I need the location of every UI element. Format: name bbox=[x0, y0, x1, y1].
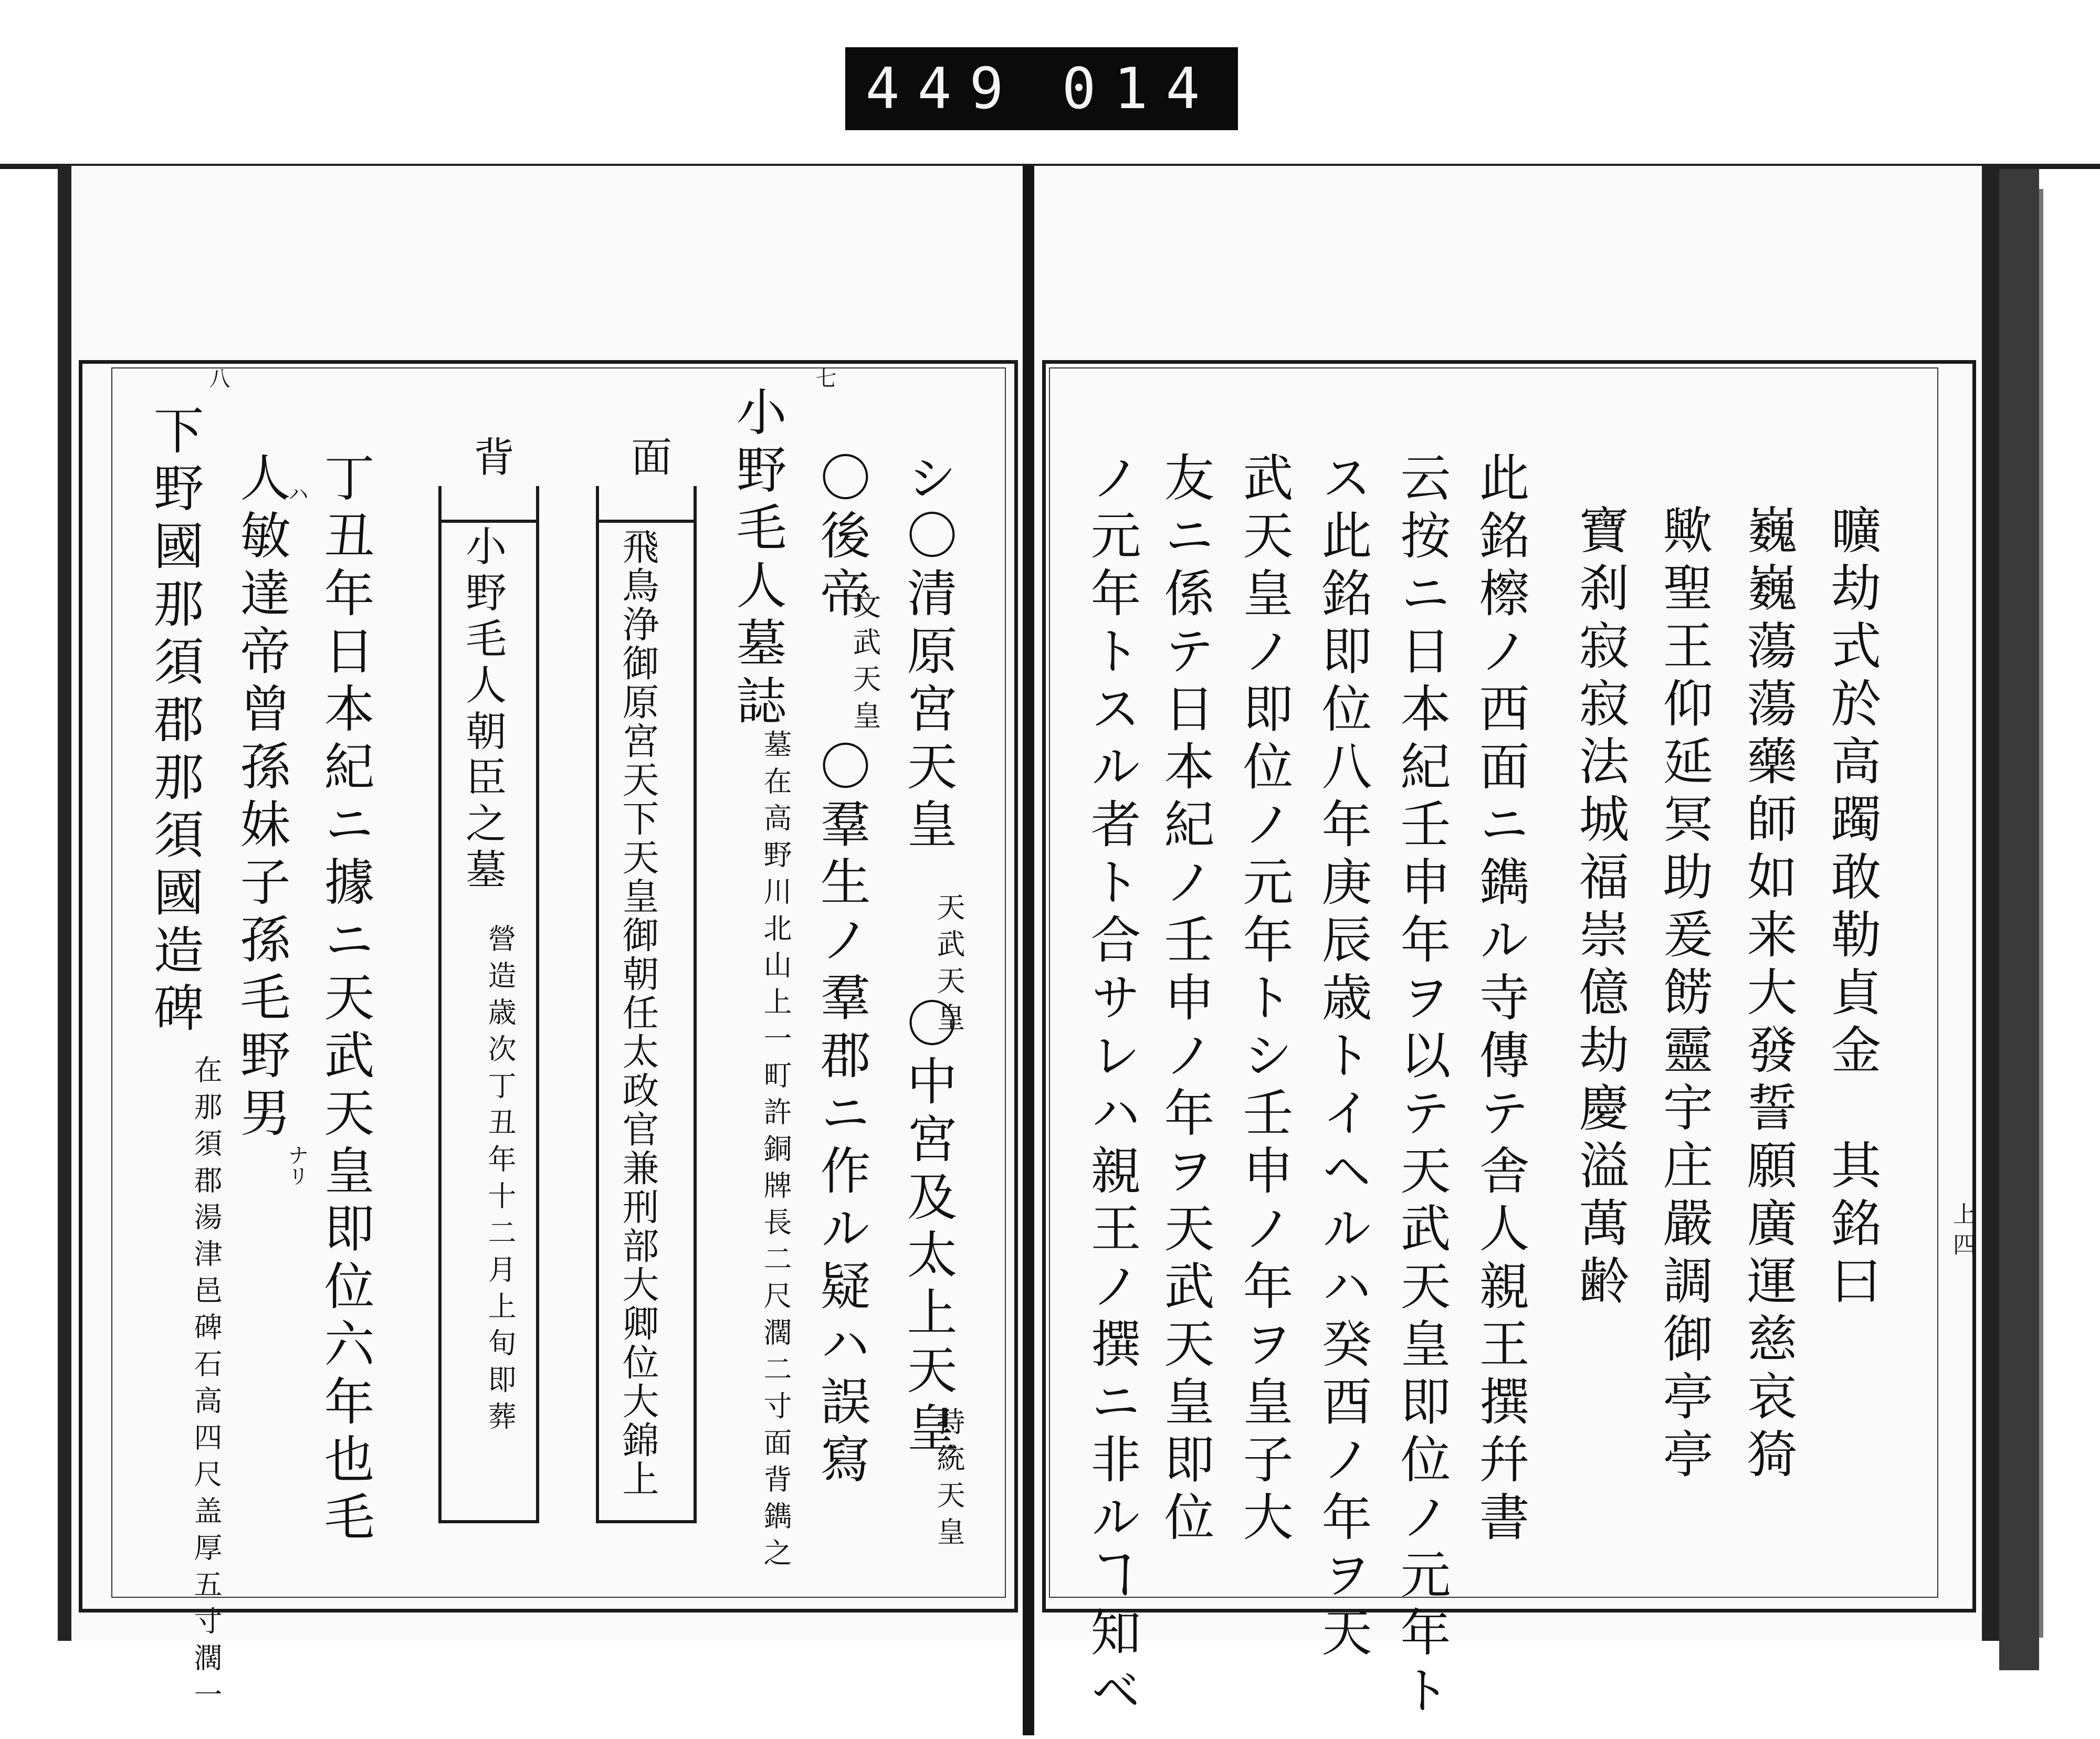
tablet-back-text: 小野毛人朝臣之墓 bbox=[459, 525, 506, 894]
commentary-right-col-6: 云按ニ日本紀壬申年ヲ以テ天武天皇即位ノ元年ト bbox=[1392, 451, 1451, 1722]
book-gutter bbox=[1023, 166, 1034, 1735]
commentary-right-col-5: 此銘檫ノ西面ニ鐫ル寺傳テ舎人親王撰幷書 bbox=[1471, 451, 1530, 1548]
commentary-col-7b: 〇中宮及太上天皇 bbox=[899, 997, 958, 1459]
commentary-col-7a: シ〇清原宮天皇 bbox=[899, 451, 958, 856]
page-folio-mark: 上 四 bbox=[1949, 1202, 1976, 1256]
nasu-furigana-2: ナリ bbox=[285, 1144, 309, 1186]
commentary-right-col-8: 武天皇ノ即位ノ元年トシ壬申ノ年ヲ皇子大 bbox=[1235, 451, 1294, 1548]
entry-number-seven: 七 bbox=[812, 367, 836, 388]
commentary-col-6-note: 文武天皇 bbox=[848, 591, 881, 737]
book-fore-edge bbox=[1999, 169, 2039, 1670]
commentary-col-7-note2: 持統天皇 bbox=[932, 1407, 965, 1554]
ono-emishi-epitaph-note: 墓在高野川北山上一町許銅牌長二尺濶二寸面背鐫之 bbox=[759, 730, 792, 1575]
nasu-stele-text-3: 丁丑年日本紀ニ據ニ天武天皇即位六年也毛 bbox=[316, 451, 375, 1548]
inscription-col-1: 曠劫式於高躅敢勒貞金 其銘曰 bbox=[1823, 504, 1882, 1312]
nasu-stele-note: 在那須郡湯津邑碑石高四尺盖厚五寸濶一 bbox=[190, 1055, 223, 1716]
nasu-furigana-1: ハ bbox=[285, 483, 309, 504]
commentary-right-col-10: ノ元年トスル者ト合サレハ親王ノ撰ニ非ルヿ知ベ bbox=[1083, 451, 1141, 1722]
commentary-right-col-7: ス此銘即位八年庚辰歳トイヘルハ癸酉ノ年ヲ天 bbox=[1314, 451, 1372, 1664]
inscription-col-4: 寶刹寂寂法城福崇億劫慶溢萬齢 bbox=[1571, 504, 1630, 1312]
tablet-face-text: 飛鳥浄御原宮天下天皇御朝任太政官兼刑部大卿位大錦上 bbox=[616, 528, 659, 1499]
inscription-col-3: 歟聖王仰延冥助爰餝靈宇庄嚴調御亭亭 bbox=[1655, 504, 1714, 1485]
film-roll-number: 449 bbox=[865, 56, 1022, 122]
ono-emishi-epitaph-heading: 小野毛人墓誌 bbox=[728, 386, 787, 732]
commentary-col-6a: 〇後帝 bbox=[812, 451, 871, 625]
commentary-right-col-9: 友ニ係テ日本紀ノ壬申ノ年ヲ天武天皇即位 bbox=[1156, 451, 1215, 1548]
inscription-col-2: 巍巍蕩蕩藥師如来大發誓願廣運慈哀猗 bbox=[1739, 504, 1798, 1485]
nasu-stele-text-2: 人敏達帝曾孫妹子孫毛野男 bbox=[232, 451, 291, 1144]
film-frame-label bbox=[845, 47, 1238, 130]
tablet-back-note: 營造歳次丁丑年十二月上旬即葬 bbox=[484, 924, 517, 1438]
nasu-stele-heading: 下野國那須郡那須國造碑 bbox=[145, 404, 204, 1039]
tablet-face-label: 面 bbox=[624, 436, 671, 482]
commentary-col-7-note1: 天武天皇 bbox=[932, 892, 965, 1039]
entry-number-eight: 八 bbox=[206, 367, 230, 388]
film-frame-number: 014 bbox=[1062, 56, 1218, 122]
tablet-back-label: 背 bbox=[467, 436, 514, 482]
commentary-col-6b: 〇羣生ノ羣郡ニ作ル疑ハ誤寫 bbox=[812, 740, 871, 1491]
book-fore-edge-line bbox=[2039, 189, 2043, 1638]
